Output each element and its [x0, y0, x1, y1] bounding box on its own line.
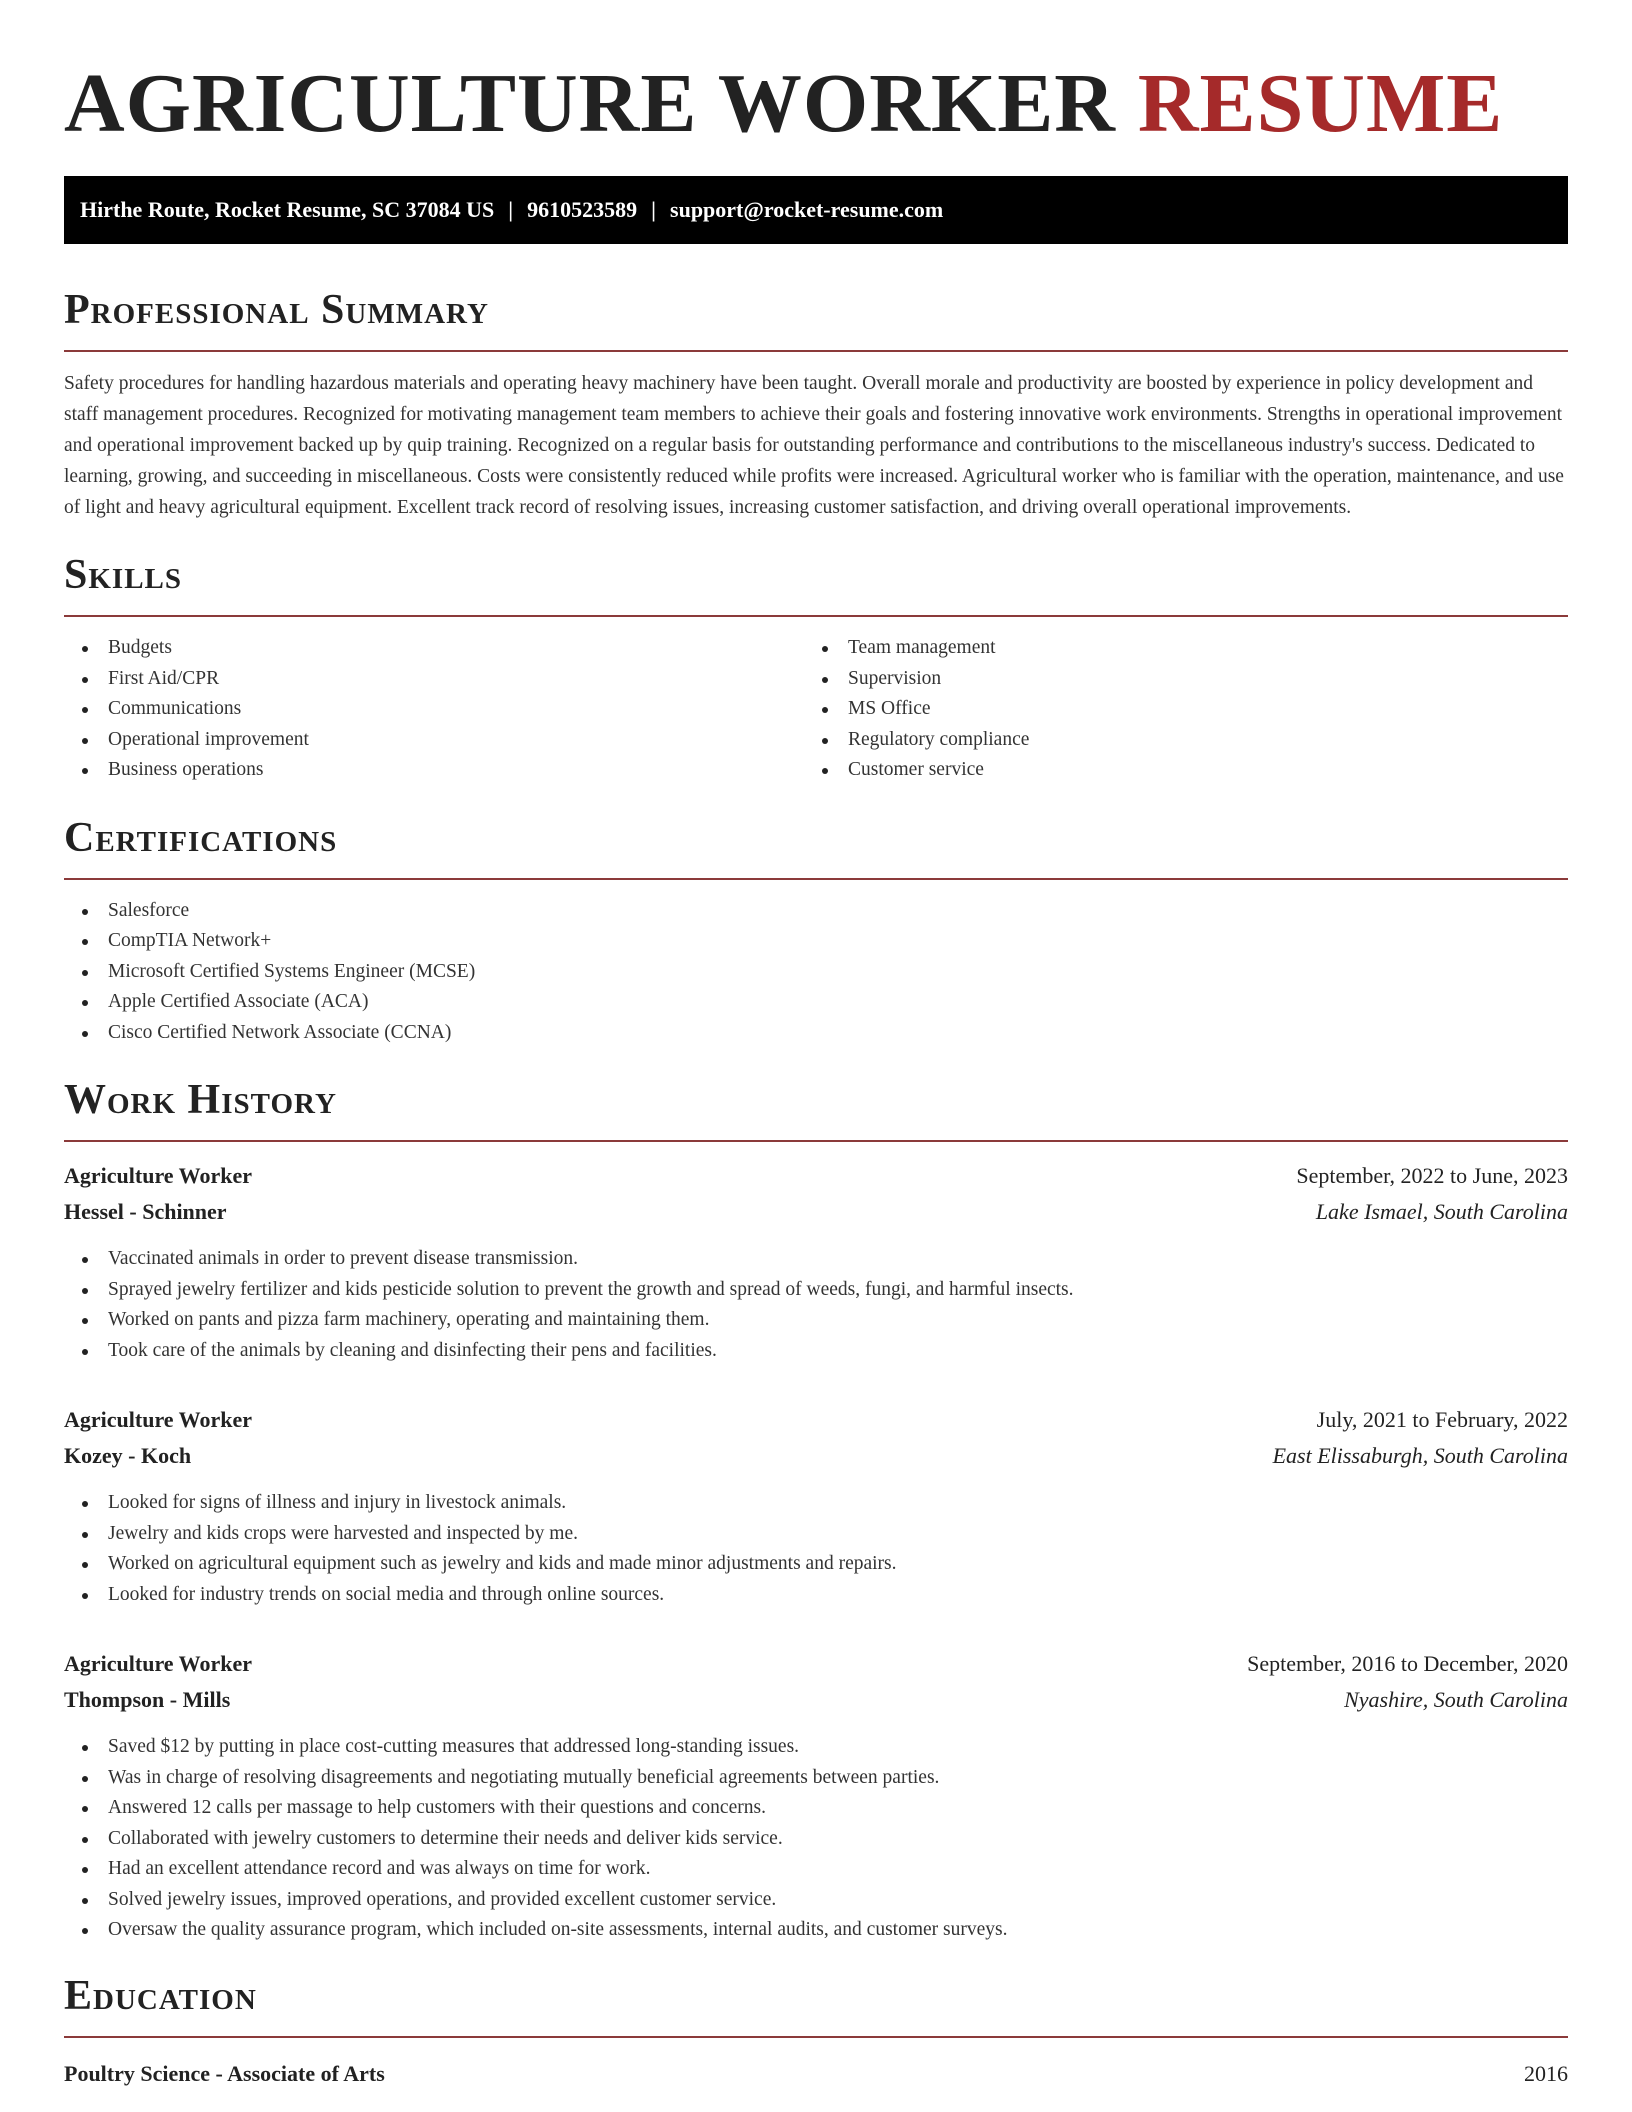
job-duty: Saved $12 by putting in place cost-cutting measures that addressed long-standing issues.: [64, 1732, 1568, 1763]
certification-item: Salesforce: [64, 896, 1568, 927]
section-divider: [64, 1140, 1568, 1142]
job-header-row: [64, 1158, 1568, 1194]
job-dates: September, 2022 to June, 2023: [1296, 1163, 1568, 1188]
job-company-row: [64, 1438, 1568, 1474]
contact-email[interactable]: support@rocket-resume.com: [670, 197, 944, 222]
resume-page: [64, 0, 1568, 2092]
job-company-row: [64, 1194, 1568, 1230]
skill-item: Team management: [804, 633, 1544, 664]
title-main: AGRICULTURE WORKER: [64, 57, 1116, 150]
title-accent: RESUME: [1137, 57, 1504, 150]
job-duty: Had an excellent attendance record and was always on time for work.: [64, 1854, 1568, 1885]
job-duty: Answered 12 calls per massage to help customers with their questions and concerns.: [64, 1793, 1568, 1824]
skills-grid: [64, 617, 1568, 786]
job-duty: Took care of the animals by cleaning and disinfecting their pens and facilities.: [64, 1336, 1568, 1367]
certification-item: Cisco Certified Network Associate (CCNA): [64, 1018, 1568, 1049]
job-location: East Elissaburgh, South Carolina: [1272, 1443, 1568, 1468]
job-duty: Oversaw the quality assurance program, which included on-site assessments, internal audits, and customer surveys.: [64, 1915, 1568, 1946]
job-duties-list: [64, 1244, 1568, 1366]
contact-address: Hirthe Route, Rocket Resume, SC 37084 US: [80, 197, 495, 222]
skill-item: Supervision: [804, 664, 1544, 695]
job-company-row: [64, 1682, 1568, 1718]
section-divider: [64, 2036, 1568, 2038]
contact-phone: 9610523589: [527, 197, 638, 222]
job-title: Agriculture Worker: [64, 1407, 252, 1432]
job-duty: Worked on agricultural equipment such as jewelry and kids and made minor adjustments and repairs.: [64, 1549, 1568, 1580]
job-duties-list: [64, 1732, 1568, 1946]
education-year: 2016: [1524, 2060, 1568, 2086]
contact-bar: [64, 176, 1568, 244]
certification-item: CompTIA Network+: [64, 926, 1568, 957]
section-divider: [64, 350, 1568, 352]
skills-list-left: [64, 633, 804, 786]
skill-item: Budgets: [64, 633, 804, 664]
certifications-list: [64, 896, 1568, 1049]
skills-section: [64, 551, 1568, 786]
certifications-section: [64, 814, 1568, 1049]
skill-item: Regulatory compliance: [804, 725, 1544, 756]
job-duty: Looked for signs of illness and injury in livestock animals.: [64, 1488, 1568, 1519]
education-section: [64, 1972, 1568, 2092]
job-duty: Was in charge of resolving disagreements and negotiating mutually beneficial agreements between parties.: [64, 1763, 1568, 1794]
job-dates: July, 2021 to February, 2022: [1316, 1407, 1568, 1432]
skill-item: Business operations: [64, 755, 804, 786]
job-duty: Solved jewelry issues, improved operations, and provided excellent customer service.: [64, 1885, 1568, 1916]
skill-item: Customer service: [804, 755, 1544, 786]
skills-list-right: [804, 633, 1544, 786]
job-title: Agriculture Worker: [64, 1651, 252, 1676]
education-degree: Poultry Science - Associate of Arts: [64, 2060, 385, 2086]
contact-separator: |: [651, 197, 657, 222]
skill-item: Operational improvement: [64, 725, 804, 756]
job-entry: [64, 1646, 1568, 1946]
job-company: Thompson - Mills: [64, 1687, 231, 1712]
certification-item: Apple Certified Associate (ACA): [64, 987, 1568, 1018]
resume-title: [64, 0, 1568, 152]
job-duty: Jewelry and kids crops were harvested and inspected by me.: [64, 1519, 1568, 1550]
job-duty: Collaborated with jewelry customers to determine their needs and deliver kids service.: [64, 1824, 1568, 1855]
job-duty: Worked on pants and pizza farm machinery, operating and maintaining them.: [64, 1305, 1568, 1336]
education-entry: [64, 2056, 1568, 2092]
job-title: Agriculture Worker: [64, 1163, 252, 1188]
section-heading-education: Education: [64, 1972, 257, 2019]
contact-separator: |: [508, 197, 514, 222]
job-location: Lake Ismael, South Carolina: [1315, 1199, 1568, 1224]
job-header-row: [64, 1402, 1568, 1438]
section-heading-certifications: Certifications: [64, 814, 338, 861]
skill-item: First Aid/CPR: [64, 664, 804, 695]
section-heading-work-history: Work History: [64, 1077, 337, 1123]
section-heading-summary: Professional Summary: [64, 287, 489, 333]
job-duties-list: [64, 1488, 1568, 1610]
job-location: Nyashire, South Carolina: [1344, 1687, 1568, 1712]
section-heading-skills: Skills: [64, 552, 183, 598]
summary-text: Safety procedures for handling hazardous materials and operating heavy machinery have been taught. Overall morale and productivity are boosted by experience in policy development and staff management procedures. Recognized for motivating management team members to achieve their goals and fostering innovative work environments. Strengths in operational improvement and operational improvement backed up by quip training. Recognized on a regular basis for outstanding performance and contributions to the miscellaneous industry's success. Dedicated to learning, growing, and succeeding in miscellaneous. Costs were consistently reduced while profits were increased. Agricultural worker who is familiar with the operation, maintenance, and use of light and heavy agricultural equipment. Excellent track record of resolving issues, increasing customer satisfaction, and driving overall operational improvements.: [64, 373, 1564, 518]
job-entry: [64, 1158, 1568, 1366]
work-history-section: [64, 1076, 1568, 1946]
skill-item: Communications: [64, 694, 804, 725]
job-company: Hessel - Schinner: [64, 1199, 227, 1224]
summary-section: [64, 286, 1568, 523]
certification-item: Microsoft Certified Systems Engineer (MCSE): [64, 957, 1568, 988]
job-duty: Vaccinated animals in order to prevent disease transmission.: [64, 1244, 1568, 1275]
job-company: Kozey - Koch: [64, 1443, 192, 1468]
section-divider: [64, 878, 1568, 880]
job-duty: Sprayed jewelry fertilizer and kids pesticide solution to prevent the growth and spread of weeds, fungi, and harmful insects.: [64, 1275, 1568, 1306]
job-duty: Looked for industry trends on social media and through online sources.: [64, 1580, 1568, 1611]
job-entry: [64, 1402, 1568, 1610]
skill-item: MS Office: [804, 694, 1544, 725]
job-header-row: [64, 1646, 1568, 1682]
job-dates: September, 2016 to December, 2020: [1247, 1651, 1568, 1676]
